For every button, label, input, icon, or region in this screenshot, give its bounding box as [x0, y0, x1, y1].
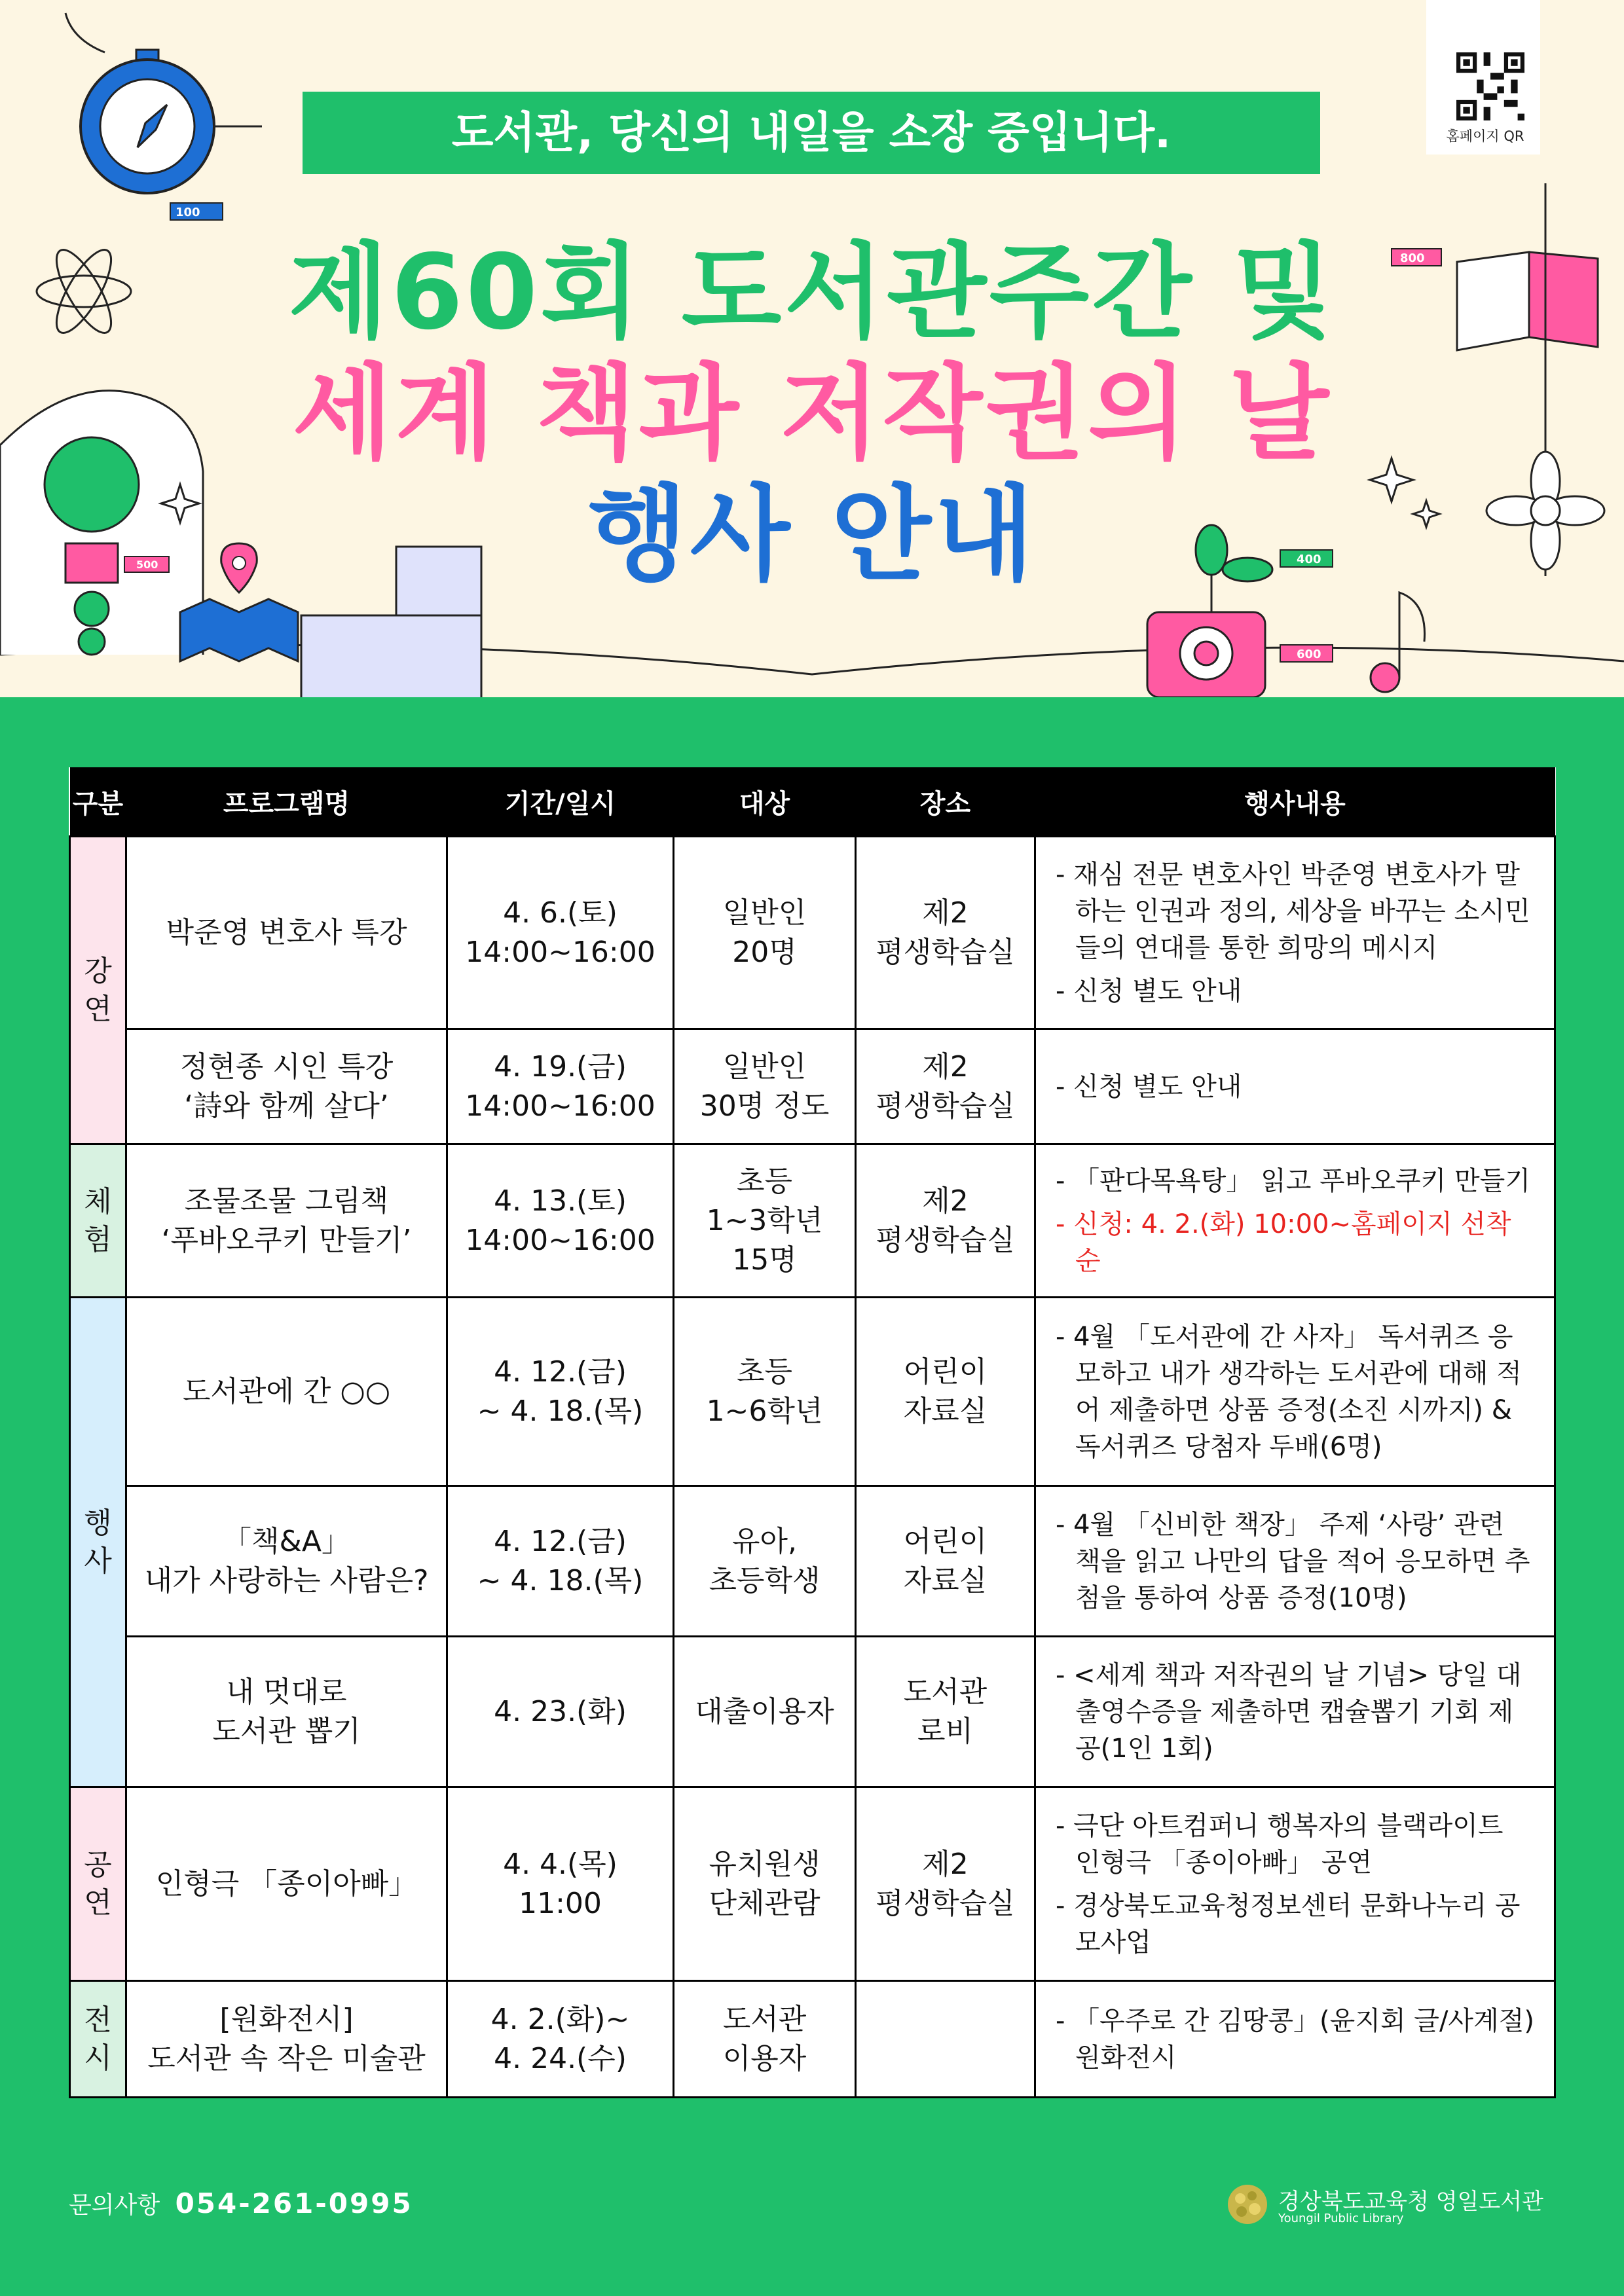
- target-text: 20명: [732, 935, 797, 969]
- place-text: 평생학습실: [876, 1089, 1015, 1123]
- place-text: 도서관: [903, 1675, 987, 1709]
- category-cell: [70, 1787, 126, 1981]
- table-header-row: [70, 767, 1555, 837]
- description-cell: [1035, 1637, 1555, 1787]
- target-text: 1~3학년: [706, 1203, 823, 1237]
- date-cell: [447, 837, 674, 1029]
- place-cell: [856, 1637, 1035, 1787]
- place-text: 제2: [922, 1049, 969, 1084]
- description-cell: [1035, 1486, 1555, 1637]
- tag-500: 500: [136, 558, 158, 571]
- target-text: 1~6학년: [706, 1394, 823, 1428]
- description-item: - 4월 「신비한 책장」 주제 ‘사랑’ 관련 책을 읽고 나만의 답을 적어 응모하면 추첨을 통하여 상품 증정(10명): [1056, 1509, 1530, 1613]
- time-text: 11:00: [519, 1886, 602, 1920]
- table-row: [70, 1981, 1555, 2098]
- target-text: 이용자: [722, 2041, 807, 2075]
- description-item: - 경상북도교육청정보센터 문화나누리 공모사업: [1056, 1890, 1521, 1958]
- target-text: 단체관람: [709, 1886, 821, 1920]
- place-text: 제2: [922, 896, 969, 930]
- header-description: 행사내용: [1035, 767, 1555, 837]
- category-label: 강연: [84, 954, 112, 1026]
- program-subtitle: ‘詩와 함께 살다’: [184, 1089, 389, 1123]
- place-cell: [856, 837, 1035, 1029]
- category-label: 행사: [84, 1506, 112, 1578]
- target-cell: [674, 1144, 856, 1298]
- target-text: 대출이용자: [695, 1694, 834, 1728]
- date-text: 4. 2.(화)~: [490, 2002, 630, 2036]
- target-text: 초등학생: [709, 1563, 821, 1597]
- description-cell: [1035, 1029, 1555, 1144]
- description-cell: [1035, 1787, 1555, 1981]
- program-cell: [126, 1637, 447, 1787]
- description-item: - 극단 아트컴퍼니 행복자의 블랙라이트 인형극 「종이아빠」 공연: [1056, 1810, 1504, 1878]
- category-label: 공연: [84, 1848, 112, 1920]
- contact-info: [69, 2187, 413, 2220]
- target-cell: [674, 1486, 856, 1637]
- program-text: 도서관에 간 ○○: [182, 1374, 391, 1408]
- target-cell: [674, 1029, 856, 1144]
- target-text: 15명: [732, 1243, 797, 1277]
- program-subtitle: 내가 사랑하는 사람은?: [144, 1563, 429, 1597]
- description-item: - 재심 전문 변호사인 박준영 변호사가 말하는 인권과 정의, 세상을 바꾸는 소시민들의 연대를 통한 희망의 메시지: [1056, 859, 1530, 963]
- place-text: 어린이: [903, 1524, 987, 1558]
- category-cell: [70, 837, 126, 1144]
- program-text: 도서관 속 작은 미술관: [147, 2041, 426, 2075]
- library-name-english: Youngil Public Library: [1278, 2212, 1404, 2225]
- slogan-banner: 도서관, 당신의 내일을 소장 중입니다.: [303, 92, 1320, 174]
- table-row: [70, 1486, 1555, 1637]
- description-cell: [1035, 1981, 1555, 2098]
- table-row: [70, 837, 1555, 1029]
- place-text: 평생학습실: [876, 1886, 1015, 1920]
- description-item: - 「우주로 간 김땅콩」(윤지회 글/사계절) 원화전시: [1056, 2005, 1534, 2073]
- time-text: 14:00~16:00: [465, 1223, 655, 1257]
- qr-label: 홈페이지 QR: [1446, 128, 1524, 144]
- library-logo-icon: [1226, 2183, 1269, 2226]
- program-cell: [126, 1029, 447, 1144]
- date-text: 4. 6.(토): [503, 896, 618, 930]
- tag-600: 600: [1297, 647, 1321, 661]
- place-text: 로비: [917, 1714, 973, 1748]
- program-text: 조물조물 그림책: [184, 1184, 389, 1218]
- table-row: [70, 1787, 1555, 1981]
- program-cell: [126, 1298, 447, 1486]
- table-row: [70, 1637, 1555, 1787]
- program-cell: [126, 1486, 447, 1637]
- place-cell: [856, 1787, 1035, 1981]
- tag-100: 100: [175, 206, 200, 219]
- place-cell: [856, 1029, 1035, 1144]
- header-date: 기간/일시: [447, 767, 674, 837]
- program-text: 「책&A」: [223, 1524, 350, 1558]
- table-row: [70, 1144, 1555, 1298]
- description-item: - 「판다목욕탕」 읽고 푸바오쿠키 만들기: [1056, 1165, 1530, 1196]
- date-cell: [447, 1981, 674, 2098]
- place-cell: [856, 1486, 1035, 1637]
- table-row: [70, 1298, 1555, 1486]
- compass-icon: [65, 13, 262, 220]
- contact-phone[interactable]: 054-261-0995: [175, 2187, 413, 2219]
- date-cell: [447, 1298, 674, 1486]
- program-cell: [126, 837, 447, 1029]
- title-line-3: 행사 안내: [587, 475, 1037, 595]
- date-text: ~ 4. 18.(목): [477, 1394, 644, 1428]
- category-cell: [70, 1298, 126, 1787]
- category-cell: [70, 1144, 126, 1298]
- qr-code-icon[interactable]: [1456, 52, 1524, 120]
- music-note-icon: [1371, 592, 1425, 692]
- program-text: 내 멋대로: [226, 1675, 347, 1709]
- contact-label: 문의사항: [69, 2192, 160, 2219]
- date-cell: [447, 1029, 674, 1144]
- description-item: - 신청 별도 안내: [1056, 1071, 1242, 1102]
- place-text: 어린이: [903, 1355, 987, 1389]
- schedule-table: [69, 767, 1556, 2098]
- header-category: 구분: [70, 767, 126, 837]
- date-cell: [447, 1637, 674, 1787]
- date-text: ~ 4. 18.(목): [477, 1563, 644, 1597]
- place-text: 제2: [922, 1847, 969, 1881]
- place-text: 평생학습실: [876, 1223, 1015, 1257]
- place-text: 평생학습실: [876, 935, 1015, 969]
- place-cell: [856, 1981, 1035, 2098]
- target-text: 유아,: [732, 1524, 797, 1558]
- application-notice: - 신청: 4. 2.(화) 10:00~홈페이지 선착순: [1056, 1209, 1511, 1276]
- target-text: 초등: [736, 1355, 792, 1389]
- hero-section: [0, 0, 1624, 701]
- date-text: 4. 23.(화): [494, 1694, 627, 1728]
- program-text: [원화전시]: [219, 2002, 354, 2036]
- description-cell: [1035, 1298, 1555, 1486]
- time-text: 14:00~16:00: [465, 935, 655, 969]
- target-text: 일반인: [722, 1049, 807, 1084]
- tag-400: 400: [1297, 553, 1321, 566]
- category-cell: [70, 1981, 126, 2098]
- library-name: 경상북도교육청 영일도서관: [1278, 2189, 1543, 2215]
- program-text: 인형극 「종이아빠」: [155, 1867, 418, 1901]
- date-text: 4. 24.(수): [494, 2041, 627, 2075]
- category-label: 체험: [84, 1184, 112, 1256]
- description-item: - <세계 책과 저작권의 날 기념> 당일 대출영수증을 제출하면 캡슐뽑기 기회 제공(1인 1회): [1056, 1660, 1522, 1764]
- place-cell: [856, 1298, 1035, 1486]
- date-text: 4. 12.(금): [494, 1524, 627, 1558]
- program-cell: [126, 1787, 447, 1981]
- program-cell: [126, 1981, 447, 2098]
- target-cell: [674, 1637, 856, 1787]
- table-row: [70, 1029, 1555, 1144]
- description-item: - 신청 별도 안내: [1056, 975, 1242, 1006]
- time-text: 14:00~16:00: [465, 1089, 655, 1123]
- header-target: 대상: [674, 767, 856, 837]
- tag-800: 800: [1400, 251, 1425, 265]
- date-text: 4. 13.(토): [494, 1184, 627, 1218]
- program-subtitle: ‘푸바오쿠키 만들기’: [161, 1223, 412, 1257]
- place-text: 자료실: [903, 1563, 987, 1597]
- title-line-2: 세계 책과 저작권의 날: [292, 354, 1332, 474]
- target-cell: [674, 1298, 856, 1486]
- description-cell: [1035, 1144, 1555, 1298]
- header-program: 프로그램명: [126, 767, 447, 837]
- target-text: 초등: [736, 1164, 792, 1198]
- place-text: 제2: [922, 1184, 969, 1218]
- date-cell: [447, 1144, 674, 1298]
- place-cell: [856, 1144, 1035, 1298]
- program-text: 정현종 시인 특강: [179, 1049, 394, 1084]
- date-text: 4. 12.(금): [494, 1355, 627, 1389]
- target-text: 30명 정도: [699, 1089, 830, 1123]
- date-cell: [447, 1787, 674, 1981]
- description-item: - 4월 「도서관에 간 사자」 독서퀴즈 응모하고 내가 생각하는 도서관에 대해 적어 제출하면 상품 증정(소진 시까지) & 독서퀴즈 당첨자 두배(6명): [1056, 1321, 1522, 1462]
- category-label: 전시: [84, 2003, 112, 2075]
- date-text: 4. 4.(목): [503, 1847, 618, 1881]
- program-cell: [126, 1144, 447, 1298]
- program-text: 도서관 뽑기: [212, 1714, 361, 1748]
- target-cell: [674, 837, 856, 1029]
- title-line-1: 제60회 도서관주간 및: [288, 232, 1336, 353]
- target-cell: [674, 1787, 856, 1981]
- target-text: 도서관: [722, 2002, 807, 2036]
- description-cell: [1035, 837, 1555, 1029]
- target-text: 유치원생: [709, 1847, 821, 1881]
- date-text: 4. 19.(금): [494, 1049, 627, 1084]
- header-place: 장소: [856, 767, 1035, 837]
- date-cell: [447, 1486, 674, 1637]
- target-cell: [674, 1981, 856, 2098]
- place-text: 자료실: [903, 1394, 987, 1428]
- target-text: 일반인: [722, 896, 807, 930]
- program-text: 박준영 변호사 특강: [166, 915, 407, 949]
